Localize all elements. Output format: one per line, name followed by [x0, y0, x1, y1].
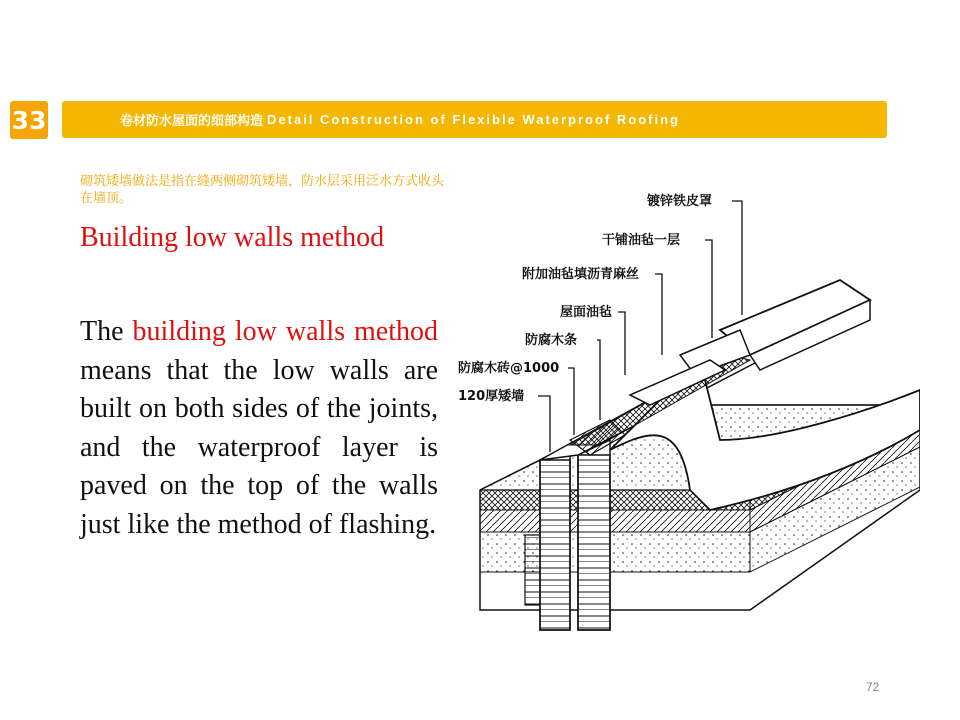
label-wood-strip: 防腐木条: [525, 333, 578, 348]
figure-labels: [458, 193, 712, 404]
title-english: Detail Construction of Flexible Waterproof Roofing: [267, 112, 680, 127]
body-paragraph: [80, 313, 438, 544]
label-roof-felt: 屋面油毡: [560, 305, 613, 320]
slide-number-badge: 33: [10, 101, 48, 139]
title-chinese: 卷材防水屋面的细部构造: [120, 113, 264, 128]
title-bar: [62, 101, 887, 138]
body-highlight: building low walls method: [132, 316, 438, 347]
label-galvanized-cap: 镀锌铁皮罩: [647, 194, 713, 209]
body-lead: The: [80, 316, 124, 347]
construction-diagram: [450, 190, 920, 640]
label-wood-brick: 防腐木砖@1000: [458, 361, 560, 376]
label-low-wall: 120厚矮墙: [458, 389, 525, 404]
section-heading: Building low walls method: [80, 222, 385, 253]
chinese-intro: 砌筑矮墙做法是指在缝两侧砌筑矮墙，防水层采用泛水方式收头在墙顶。: [80, 173, 445, 205]
label-dry-felt: 干铺油毡一层: [602, 233, 681, 248]
body-rest: means that the low walls are built on both sides of the joints, and the waterproof layer is paved on the top of the walls just like the method of flashing.: [80, 354, 438, 540]
page-number: 72: [866, 680, 880, 694]
label-additional-felt: 附加油毡填沥青麻丝: [522, 267, 640, 282]
